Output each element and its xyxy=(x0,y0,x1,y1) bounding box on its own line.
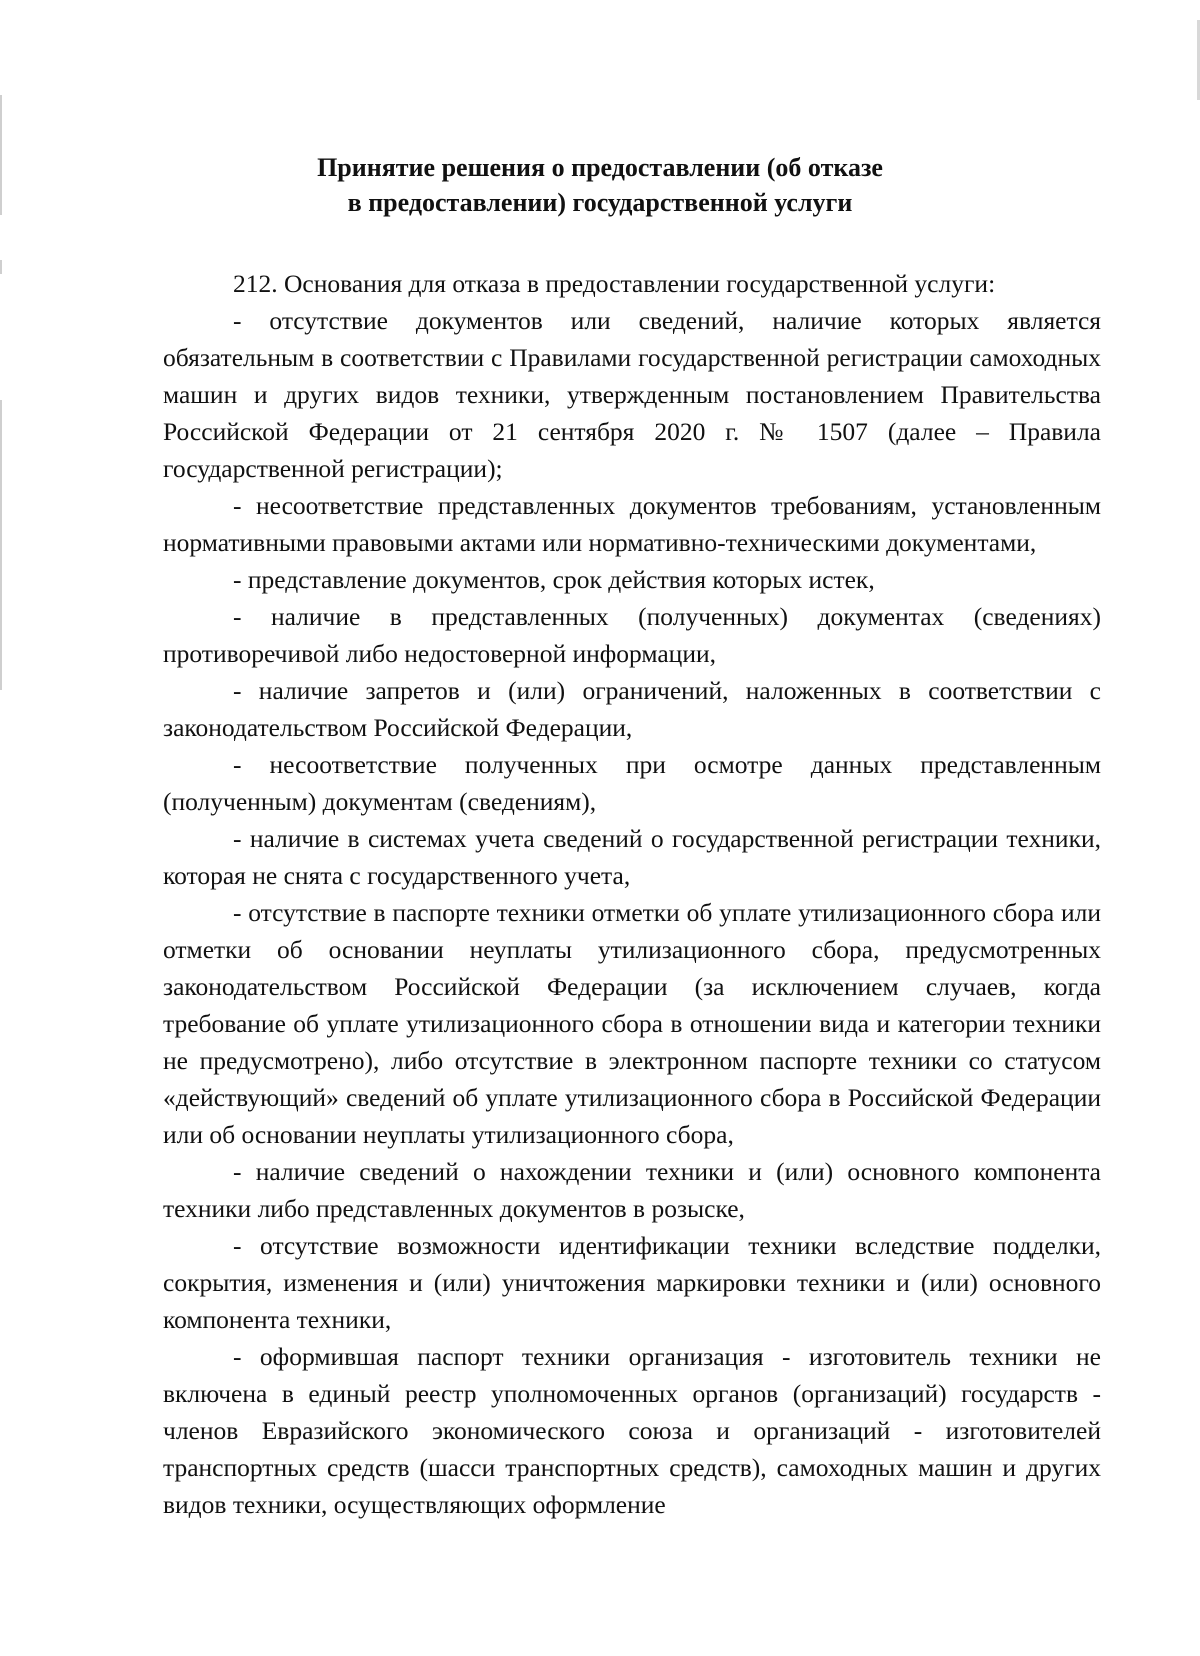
paragraph: - отсутствие в паспорте техники отметки об уплате утилизационного сбора или отметки об основании неуплаты утилизационного сбора, предусмотренных законодательством Российской Федерации (за исключением случаев, когда требование об уплате утилизационного сбора в отношении вида и категории техники не предусмотрено), либо отсутствие в электронном паспорте техники со статусом «действующий» сведений об уплате утилизационного сбора в Российской Федерации или об основании неуплаты утилизационного сбора, xyxy=(163,898,1101,1149)
paragraph: - оформившая паспорт техники организация - изготовитель техники не включена в единый реестр уполномоченных органов (организаций) государств - членов Евразийского экономического союза и организаций - изготовителей транспортных средств (шасси транспортных средств), самоходных машин и других видов техники, осуществляющих оформление xyxy=(163,1342,1101,1519)
document-title xyxy=(160,150,1040,220)
title-line: Принятие решения о предоставлении (об отказе xyxy=(317,153,883,182)
paragraph: - несоответствие представленных документов требованиям, установленным нормативными правовыми актами или нормативно-техническими документами, xyxy=(163,491,1101,557)
scan-edge-mark xyxy=(0,95,2,215)
scan-edge-mark xyxy=(0,260,2,274)
paragraph: - наличие в системах учета сведений о государственной регистрации техники, которая не снята с государственного учета, xyxy=(163,824,1101,890)
paragraph: - представление документов, срок действия которых истек, xyxy=(233,565,875,594)
paragraph: 212. Основания для отказа в предоставлении государственной услуги: xyxy=(233,269,996,298)
paragraph: - наличие запретов и (или) ограничений, наложенных в соответствии с законодательством Российской Федерации, xyxy=(163,676,1101,742)
title-line: в предоставлении) государственной услуги xyxy=(347,188,853,217)
scan-edge-mark xyxy=(0,400,2,690)
document-body xyxy=(163,265,1101,1523)
paragraph: - отсутствие документов или сведений, наличие которых является обязательным в соответствии с Правилами государственной регистрации самоходных машин и других видов техники, утвержденным постановлением Правительства Российской Федерации от 21 сентября 2020 г. № 1507 (далее – Правила государственной регистрации); xyxy=(163,306,1101,483)
paragraph: - отсутствие возможности идентификации техники вследствие подделки, сокрытия, изменения и (или) уничтожения маркировки техники и (или) основного компонента техники, xyxy=(163,1231,1101,1334)
paragraph: - наличие сведений о нахождении техники и (или) основного компонента техники либо представленных документов в розыске, xyxy=(163,1157,1101,1223)
paragraph: - несоответствие полученных при осмотре данных представленным (полученным) документам (сведениям), xyxy=(163,750,1101,816)
paragraph: - наличие в представленных (полученных) документах (сведениях) противоречивой либо недостоверной информации, xyxy=(163,602,1101,668)
